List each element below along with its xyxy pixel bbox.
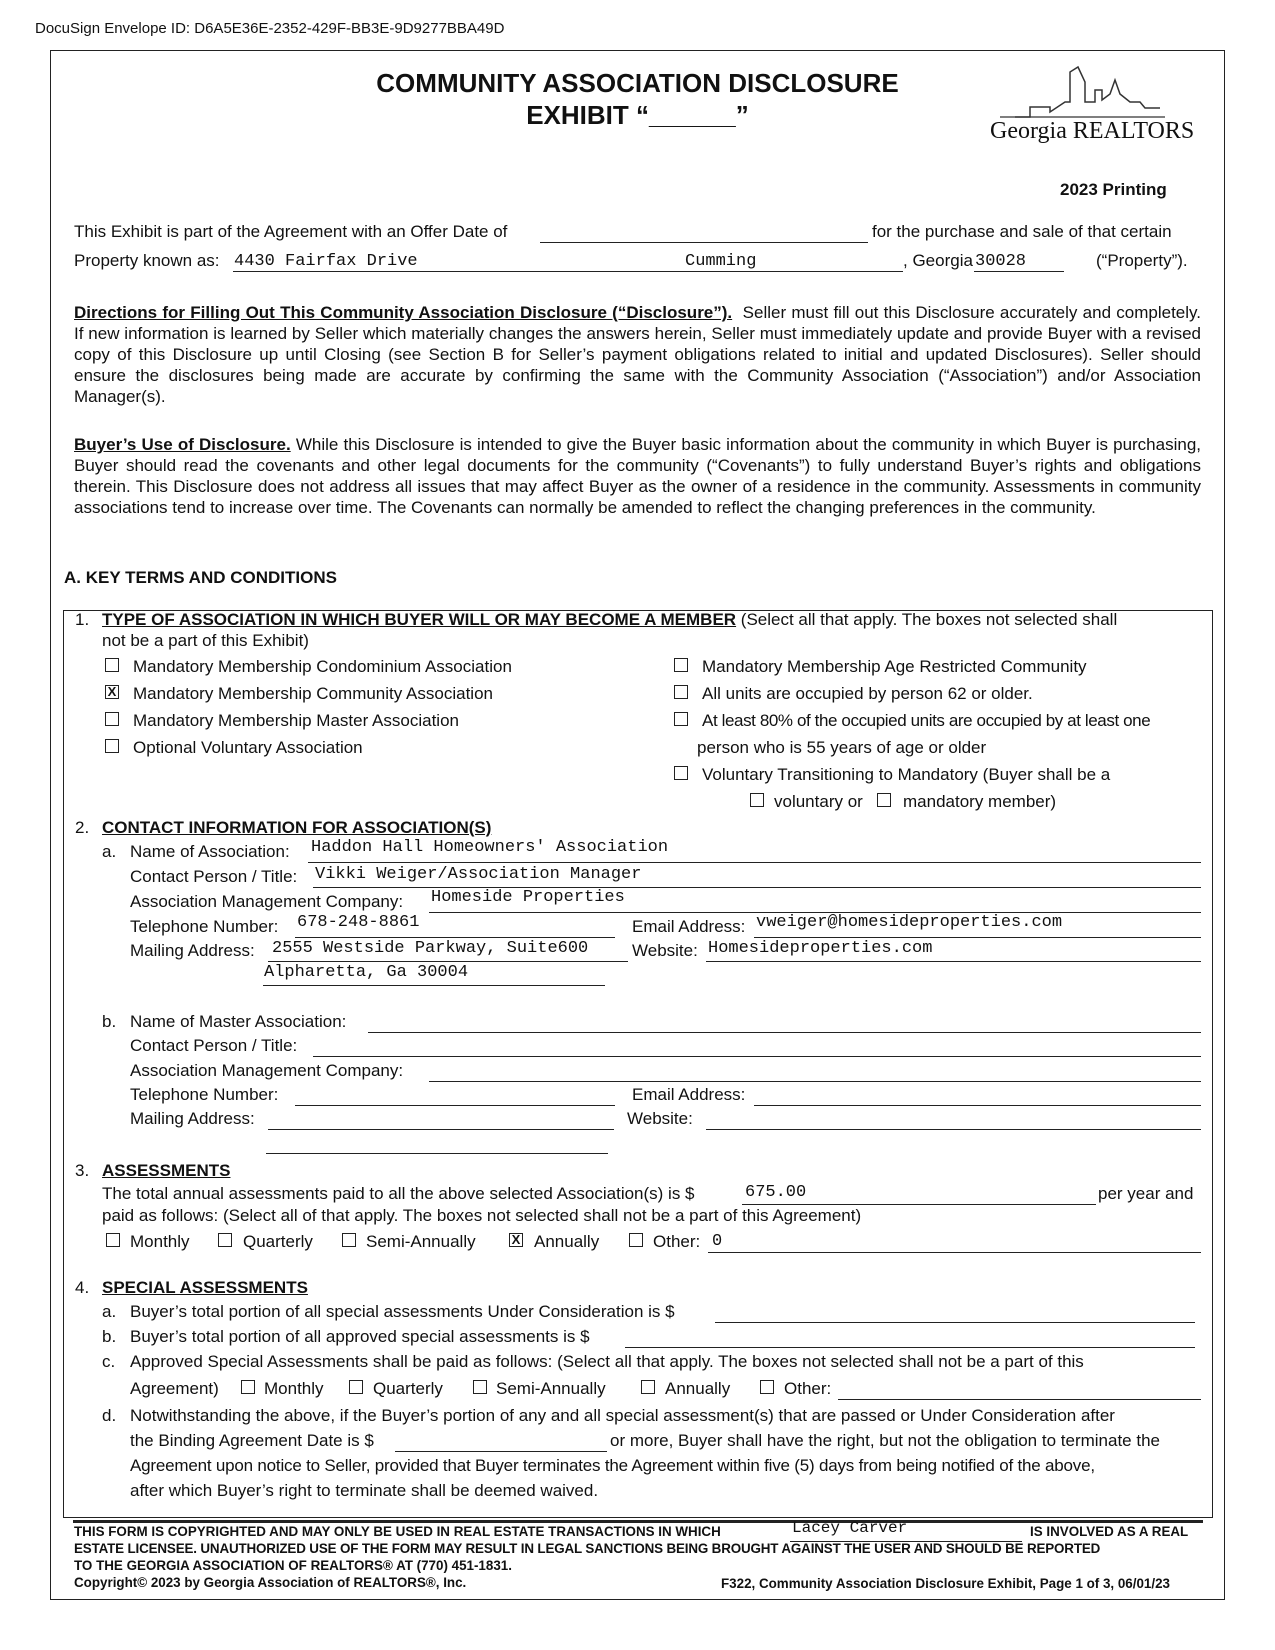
checkbox-transitioning[interactable] <box>674 766 688 780</box>
master-contact-field[interactable] <box>313 1056 1201 1057</box>
s4-d-marker: d. <box>102 1406 117 1425</box>
checkbox-semi-annually[interactable] <box>342 1233 356 1247</box>
checkbox-annually[interactable]: X <box>509 1233 523 1247</box>
s1-instruction-2: not be a part of this Exhibit) <box>102 631 309 650</box>
state-label: , Georgia <box>903 251 973 270</box>
option-transitioning: Voluntary Transitioning to Mandatory (Buyer shall be a <box>702 765 1111 784</box>
master-mail-field-2[interactable] <box>266 1153 608 1154</box>
master-mail-label: Mailing Address: <box>130 1109 255 1128</box>
city-line <box>683 271 903 272</box>
checkbox-voluntary[interactable] <box>105 739 119 753</box>
envelope-id: DocuSign Envelope ID: D6A5E36E-2352-429F-BB3E-9D9277BBA49D <box>35 20 505 37</box>
assoc-name-line <box>308 862 1201 863</box>
mgmt-label: Association Management Company: <box>130 892 404 911</box>
form-title: COMMUNITY ASSOCIATION DISCLOSURE <box>376 68 899 98</box>
s4-d-text-4: after which Buyer’s right to terminate shall be deemed waived. <box>130 1481 599 1500</box>
checkbox-master[interactable] <box>105 712 119 726</box>
intro-text-2: for the purchase and sale of that certain <box>872 222 1172 241</box>
other-line <box>708 1252 1201 1253</box>
s3-number: 3. <box>75 1161 90 1180</box>
checkbox-sa-other[interactable] <box>760 1380 774 1394</box>
property-label: Property known as: <box>74 251 220 270</box>
sa-option-semi-annually: Semi-Annually <box>496 1379 606 1398</box>
s2-heading: CONTACT INFORMATION FOR ASSOCIATION(S) <box>102 818 492 837</box>
footer-line-3: TO THE GEORGIA ASSOCIATION OF REALTORS® AT (770) 451-1831. <box>74 1558 512 1573</box>
under-consideration-field[interactable] <box>715 1322 1195 1323</box>
s2-a-marker: a. <box>102 842 117 861</box>
phone-line <box>295 937 615 938</box>
master-name-label: Name of Master Association: <box>130 1012 347 1031</box>
s3-text-1: The total annual assessments paid to all the above selected Association(s) is $ <box>102 1184 695 1203</box>
checkbox-55-older[interactable] <box>674 712 688 726</box>
directions-paragraph <box>74 302 1201 407</box>
checkbox-sa-semi-annually[interactable] <box>473 1380 487 1394</box>
contact-value[interactable]: Vikki Weiger/Association Manager <box>315 865 642 884</box>
s1-heading: TYPE OF ASSOCIATION IN WHICH BUYER WILL OR MAY BECOME A MEMBER <box>102 610 737 629</box>
sa-other-field[interactable] <box>838 1399 1201 1400</box>
logo-text: Georgia REALTORS <box>990 118 1195 144</box>
assessment-amount[interactable]: 675.00 <box>745 1183 807 1202</box>
option-master: Mandatory Membership Master Association <box>133 711 459 730</box>
email-value[interactable]: vweiger@homesideproperties.com <box>756 913 1063 932</box>
checkbox-monthly[interactable] <box>106 1233 120 1247</box>
contact-label: Contact Person / Title: <box>130 867 298 886</box>
other-value[interactable]: 0 <box>712 1232 723 1251</box>
s4-d-text-1: Notwithstanding the above, if the Buyer’s portion of any and all special assessment(s) that are passed or Under Consideration after <box>130 1406 1115 1425</box>
mail-value-2[interactable]: Alpharetta, Ga 30004 <box>264 963 469 982</box>
option-other: Other: <box>653 1232 701 1251</box>
offer-date-field[interactable] <box>540 242 868 243</box>
s1-number: 1. <box>75 610 90 629</box>
s1-instruction: (Select all that apply. The boxes not selected shall <box>736 610 1118 629</box>
checkbox-sa-monthly[interactable] <box>241 1380 255 1394</box>
buyers-use-paragraph <box>74 434 1201 518</box>
mail-line-2 <box>263 985 605 986</box>
s4-a-text: Buyer’s total portion of all special assessments Under Consideration is $ <box>130 1302 675 1321</box>
master-phone-field[interactable] <box>295 1105 615 1106</box>
footer-line-1b: IS INVOLVED AS A REAL <box>1030 1524 1189 1539</box>
s4-d-text-3: Agreement upon notice to Seller, provided that Buyer terminates the Agreement within five (5) days from being notified of the above, <box>130 1456 1095 1475</box>
s4-c-marker: c. <box>102 1352 116 1371</box>
s3-per-year: per year and <box>1098 1184 1194 1203</box>
checkbox-sa-quarterly[interactable] <box>349 1380 363 1394</box>
s4-c-text: Approved Special Assessments shall be paid as follows: (Select all that apply. The boxes not selected shall not be a part of this <box>130 1352 1084 1371</box>
s2-b-marker: b. <box>102 1012 117 1031</box>
web-line <box>706 961 1201 962</box>
web-value[interactable]: Homesideproperties.com <box>708 939 933 958</box>
s4-heading: SPECIAL ASSESSMENTS <box>102 1278 308 1297</box>
master-web-label: Website: <box>627 1109 693 1128</box>
form-id: F322, Community Association Disclosure Exhibit, Page 1 of 3, 06/01/23 <box>721 1576 1170 1591</box>
checkbox-sa-annually[interactable] <box>641 1380 655 1394</box>
s2-number: 2. <box>75 818 90 837</box>
s4-a-marker: a. <box>102 1302 117 1321</box>
copyright: Copyright© 2023 by Georgia Association of REALTORS®, Inc. <box>74 1575 467 1590</box>
s4-d-text-2b: or more, Buyer shall have the right, but not the obligation to terminate the <box>610 1431 1160 1450</box>
s4-c-text-2: Agreement) <box>130 1379 219 1398</box>
assoc-name-value[interactable]: Haddon Hall Homeowners' Association <box>311 838 669 857</box>
option-condominium: Mandatory Membership Condominium Association <box>133 657 512 676</box>
phone-value[interactable]: 678-248-8861 <box>297 913 420 932</box>
option-age-restricted: Mandatory Membership Age Restricted Community <box>702 657 1087 676</box>
threshold-field[interactable] <box>395 1451 607 1452</box>
property-city[interactable]: Cumming <box>685 252 757 271</box>
checkbox-community[interactable]: X <box>105 685 119 699</box>
master-mail-field[interactable] <box>268 1129 614 1130</box>
sa-option-other: Other: <box>784 1379 832 1398</box>
option-community: Mandatory Membership Community Association <box>133 684 493 703</box>
exhibit-label: EXHIBIT “______” <box>526 100 749 130</box>
property-suffix: (“Property”). <box>1096 251 1188 270</box>
master-contact-label: Contact Person / Title: <box>130 1036 298 1055</box>
s3-text-2: paid as follows: (Select all of that apply. The boxes not selected shall not be a part of this Agreement) <box>102 1206 862 1225</box>
mgmt-value[interactable]: Homeside Properties <box>431 888 625 907</box>
sa-option-quarterly: Quarterly <box>373 1379 443 1398</box>
zip-line <box>974 271 1064 272</box>
footer-line-1: THIS FORM IS COPYRIGHTED AND MAY ONLY BE USED IN REAL ESTATE TRANSACTIONS IN WHICH <box>74 1524 721 1539</box>
printing-year: 2023 Printing <box>1060 180 1167 199</box>
s3-heading: ASSESSMENTS <box>102 1161 231 1180</box>
sa-option-monthly: Monthly <box>264 1379 324 1398</box>
skyline-icon <box>990 62 1180 162</box>
checkbox-other[interactable] <box>629 1233 643 1247</box>
web-label: Website: <box>632 941 698 960</box>
checkbox-age-restricted[interactable] <box>674 658 688 672</box>
mail-label: Mailing Address: <box>130 941 255 960</box>
master-mgmt-label: Association Management Company: <box>130 1061 404 1080</box>
s4-b-text: Buyer’s total portion of all approved special assessments is $ <box>130 1327 590 1346</box>
option-annually: Annually <box>534 1232 600 1251</box>
s4-b-marker: b. <box>102 1327 117 1346</box>
option-semi-annually: Semi-Annually <box>366 1232 476 1251</box>
property-zip[interactable]: 30028 <box>975 252 1027 271</box>
section-a-heading: A. KEY TERMS AND CONDITIONS <box>64 568 337 587</box>
option-62-older: All units are occupied by person 62 or older. <box>702 684 1033 703</box>
checkbox-62-older[interactable] <box>674 685 688 699</box>
licensee-name[interactable]: Lacey Carver <box>792 1519 908 1537</box>
option-monthly: Monthly <box>130 1232 190 1251</box>
option-55-older-cont: person who is 55 years of age or older <box>697 738 987 757</box>
master-email-label: Email Address: <box>632 1085 746 1104</box>
footer-line-2: ESTATE LICENSEE. UNAUTHORIZED USE OF THE FORM MAY RESULT IN LEGAL SANCTIONS BEING BROUGHT AGAINST THE USER AND SHOULD BE REPORTED <box>74 1541 1101 1556</box>
assoc-name-label: Name of Association: <box>130 842 290 861</box>
assessment-line <box>742 1204 1096 1205</box>
master-email-field[interactable] <box>754 1105 1201 1106</box>
email-label: Email Address: <box>632 917 746 936</box>
checkbox-mandatory-member[interactable] <box>877 793 891 807</box>
buyers-use-heading: Buyer’s Use of Disclosure. <box>74 435 291 454</box>
directions-heading: Directions for Filling Out This Community Association Disclosure (“Disclosure”). <box>74 303 733 322</box>
phone-label: Telephone Number: <box>130 917 279 936</box>
master-mgmt-field[interactable] <box>429 1081 1201 1082</box>
master-name-field[interactable] <box>368 1032 1201 1033</box>
mandatory-member-label: mandatory member) <box>903 792 1057 811</box>
address-line <box>233 271 683 272</box>
master-phone-label: Telephone Number: <box>130 1085 279 1104</box>
s4-d-text-2a: the Binding Agreement Date is $ <box>130 1431 374 1450</box>
mail-line <box>268 961 628 962</box>
email-line <box>754 937 1201 938</box>
checkbox-voluntary-member[interactable] <box>750 793 764 807</box>
checkbox-condominium[interactable] <box>105 658 119 672</box>
footer-rule <box>73 1520 1203 1523</box>
property-address[interactable]: 4430 Fairfax Drive <box>234 252 418 271</box>
georgia-realtors-logo <box>990 62 1195 162</box>
intro-text: This Exhibit is part of the Agreement with an Offer Date of <box>74 222 508 241</box>
s1-heading-line <box>102 610 1202 630</box>
directions-body: Seller must fill out this Disclosure accurately and completely. If new information is learned by Seller which materially changes the answers herein, Seller must immediately update and provide Buyer with a revised copy of this Disclosure up until Closing (see Section B for Seller’s payment obligations related to initial and updated Disclosures). Seller should ensure the disclosures being made are accurate by confirming the same with the Community Association (“Association”) and/or Association Manager(s). <box>74 303 1201 406</box>
checkbox-quarterly[interactable] <box>218 1233 232 1247</box>
mail-value-1[interactable]: 2555 Westside Parkway, Suite600 <box>272 939 589 958</box>
option-55-older: At least 80% of the occupied units are occupied by at least one <box>702 711 1151 730</box>
option-voluntary: Optional Voluntary Association <box>133 738 363 757</box>
approved-field[interactable] <box>625 1347 1195 1348</box>
buyers-use-body: While this Disclosure is intended to give the Buyer basic information about the community in which Buyer is purchasing, Buyer should read the covenants and other legal documents for the community (“Covenants”) to fully understand Buyer’s rights and obligations therein. This Disclosure does not address all issues that may affect Buyer as the owner of a residence in the community. Assessments in community associations tend to increase over time. The Covenants can normally be amended to reflect the changing preferences in the community. <box>74 435 1201 517</box>
master-web-field[interactable] <box>706 1129 1201 1130</box>
voluntary-member-label: voluntary or <box>774 792 863 811</box>
option-quarterly: Quarterly <box>243 1232 313 1251</box>
s4-number: 4. <box>75 1278 90 1297</box>
sa-option-annually: Annually <box>665 1379 731 1398</box>
